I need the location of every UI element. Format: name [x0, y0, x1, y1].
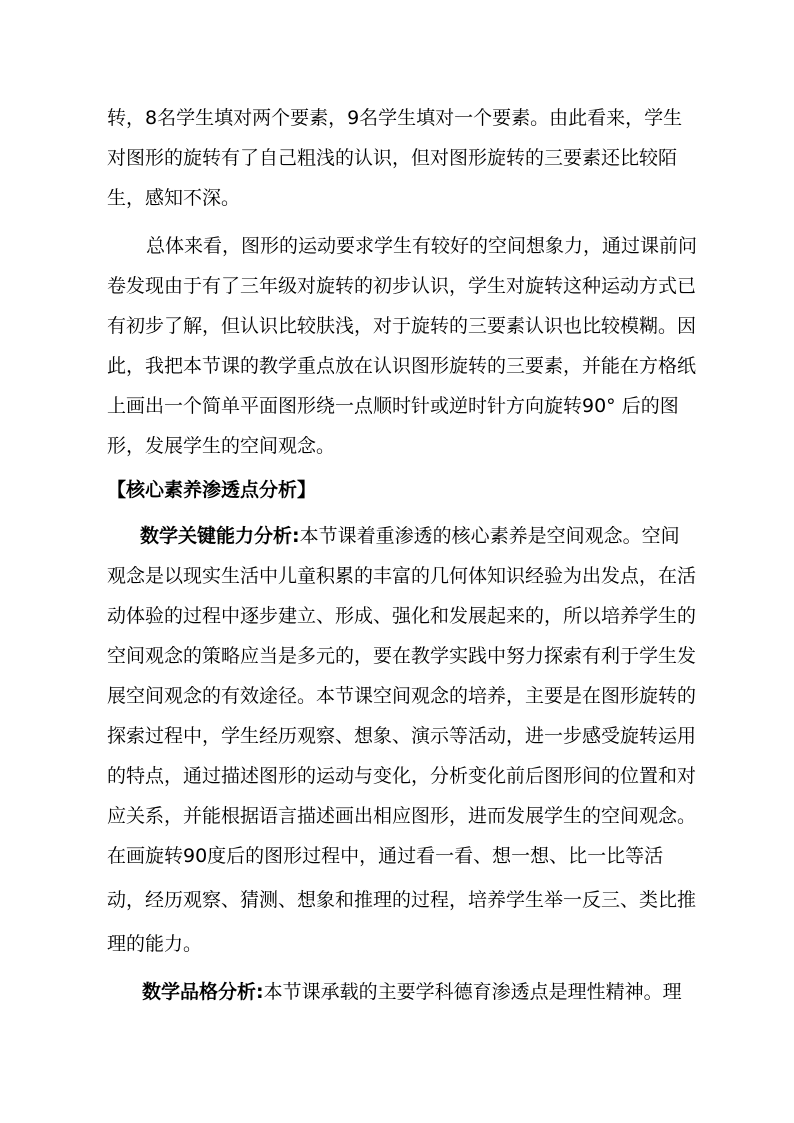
text-line: 对图形的旋转有了自己粗浅的认识，但对图形旋转的三要素还比较陌: [107, 147, 678, 169]
text-line: 转，8名学生填对两个要素，9名学生填对一个要素。由此看来，学生: [107, 107, 683, 129]
text-line: 理的能力。: [107, 933, 203, 955]
text-line: 上画出一个简单平面图形绕一点顺时针或逆时针方向旋转90° 后的图: [107, 395, 679, 417]
text-line: 应关系，并能根据语言描述画出相应图形，进而发展学生的空间观念。: [107, 805, 697, 827]
text-line: 的特点，通过描述图形的运动与变化，分析变化前后图形间的位置和对: [107, 765, 697, 787]
text-line: 空间观念的策略应当是多元的，要在教学实践中努力探索有利于学生发: [107, 645, 697, 667]
text-line: 卷发现由于有了三年级对旋转的初步认识，学生对旋转这种运动方式已: [107, 275, 697, 297]
text-line: 探索过程中，学生经历观察、想象、演示等活动，进一步感受旋转运用: [107, 725, 697, 747]
text-line: 在画旋转90度后的图形过程中，通过看一看、想一想、比一比等活: [107, 845, 664, 867]
paragraph-lead: 数学关键能力分析:: [140, 525, 300, 547]
text-line: 此，我把本节课的教学重点放在认识图形旋转的三要素，并能在方格纸: [107, 355, 697, 377]
text-line: 总体来看，图形的运动要求学生有较好的空间想象力，通过课前问: [146, 235, 698, 257]
text-line: 数学关键能力分析:本节课着重渗透的核心素养是空间观念。空间: [140, 525, 680, 547]
section-heading: 【核心素养渗透点分析】: [107, 479, 317, 501]
text-line: 观念是以现实生活中儿童积累的丰富的几何体知识经验为出发点，在活: [107, 565, 697, 587]
text-line: 数学品格分析:本节课承载的主要学科德育渗透点是理性精神。理: [142, 981, 682, 1003]
text-line: 有初步了解，但认识比较肤浅，对于旋转的三要素认识也比较模糊。因: [107, 315, 697, 337]
text-line: 动体验的过程中逐步建立、形成、强化和发展起来的，所以培养学生的: [107, 605, 697, 627]
text-line: 动，经历观察、猜测、想象和推理的过程，培养学生举一反三、类比推: [107, 889, 697, 911]
text-line: 生，感知不深。: [107, 187, 241, 209]
text-line: 形，发展学生的空间观念。: [107, 435, 336, 457]
paragraph-lead: 数学品格分析:: [142, 981, 264, 1003]
text-line: 展空间观念的有效途径。本节课空间观念的培养，主要是在图形旋转的: [107, 685, 697, 707]
